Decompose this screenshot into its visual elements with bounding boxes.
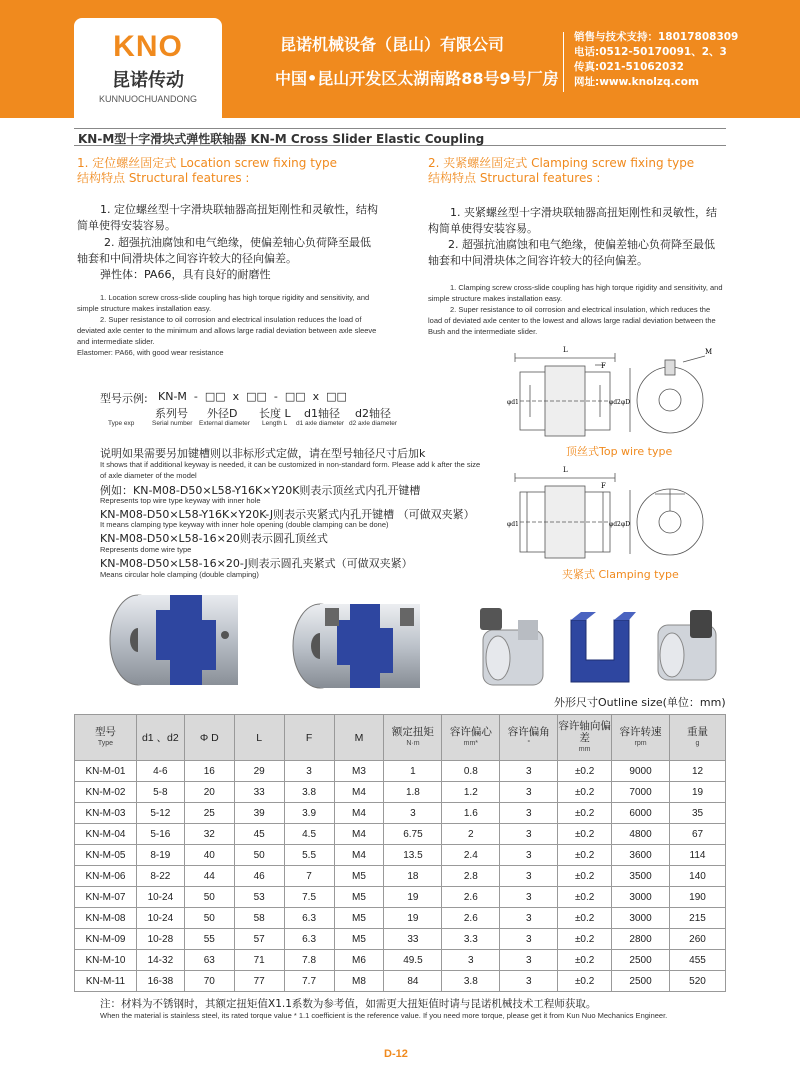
example-1-cn: 例如：KN-M08-D50×L58-Y16K×Y20K则表示顶丝式内孔开键槽 [100,484,421,497]
table-cell: KN-M-04 [75,824,137,845]
table-cell: KN-M-07 [75,887,137,908]
table-cell: 3 [500,866,558,887]
table-cell: KN-M-02 [75,782,137,803]
table-cell: 33 [384,929,442,950]
table-cell: 5-12 [136,803,184,824]
table-cell: 58 [234,908,284,929]
table-cell: 1.2 [442,782,500,803]
table-cell: 6000 [612,803,670,824]
table-cell: 7.8 [284,950,334,971]
table-cell: 8-19 [136,845,184,866]
table-header-row [75,715,726,761]
dim-D: φD [621,399,631,406]
table-cell: 3 [500,971,558,992]
table-row [75,824,726,845]
table-cell: 7.5 [284,887,334,908]
right-en-1: 1. Clamping screw cross-slide coupling has high torque rigidity and sensitivity, and [450,283,723,292]
table-cell: M4 [334,782,384,803]
spec-table [74,714,726,992]
table-cell: 35 [670,803,726,824]
col-header: 容许偏心 mm* [442,715,500,761]
left-feature-3: 弹性体：PA66，具有良好的耐磨性 [100,268,271,281]
model-en-serial: Serial number [152,420,193,427]
table-cell: 260 [670,929,726,950]
table-cell: M5 [334,908,384,929]
model-example-code: KN-M - □□ x □□ - □□ x □□ [158,390,347,403]
table-cell: 3 [500,908,558,929]
table-cell: 70 [184,971,234,992]
table-cell: 3.8 [442,971,500,992]
table-cell: 45 [234,824,284,845]
table-cell: 5.5 [284,845,334,866]
left-en-2: 2. Super resistance to oil corrosion and electrical insulation reduces the load of [100,315,362,324]
example-1-en: Represents top wire type keyway with inner hole [100,496,261,505]
table-cell: 3000 [612,908,670,929]
table-cell: 1 [384,761,442,782]
top-wire-type-drawing [505,340,725,440]
left-heading-features: 结构特点 Structural features : [77,171,250,185]
slider-photo [566,600,636,690]
example-3-cn: KN-M08-D50×L58-16×20则表示圆孔顶丝式 [100,532,328,545]
company-name: 昆诺机械设备（昆山）有限公司 [280,35,505,54]
left-en-2c: and intermediate slider. [77,337,155,346]
product-title: KN-M型十字滑块式弹性联轴器 KN-M Cross Slider Elastic Coupling [78,132,485,146]
table-cell: 18 [384,866,442,887]
table-cell: M6 [334,950,384,971]
table-cell: M5 [334,866,384,887]
table-cell: ±0.2 [558,929,612,950]
table-cell: ±0.2 [558,971,612,992]
hub-photo-clamp [468,600,558,690]
table-cell: 19 [670,782,726,803]
table-row [75,845,726,866]
table-cell: 13.5 [384,845,442,866]
table-cell: 44 [184,866,234,887]
table-cell: 77 [234,971,284,992]
right-heading-features: 结构特点 Structural features : [428,171,601,185]
table-cell: 2.4 [442,845,500,866]
table-cell: 3.9 [284,803,334,824]
table-cell: 7000 [612,782,670,803]
model-part-d2: d2轴径 [355,407,391,420]
logo-mark: KNO [113,30,183,63]
table-cell: 6.3 [284,908,334,929]
model-en-d2: d2 axle diameter [349,420,398,427]
table-cell: 140 [670,866,726,887]
table-cell: 8-22 [136,866,184,887]
svg-text:φd1: φd1 [507,521,519,528]
table-cell: 16-38 [136,971,184,992]
keyway-note-en-2: of axle diameter of the model [100,471,197,480]
dim-F: F [601,362,606,370]
table-cell: 3 [500,824,558,845]
example-2-en: It means clamping type keyway with inner hole opening (double clamping can be done) [100,520,389,529]
header-divider [563,32,564,92]
table-row [75,971,726,992]
example-4-en: Means circular hole clamping (double clamping) [100,570,259,579]
table-cell: M4 [334,803,384,824]
table-cell: 12 [670,761,726,782]
table-row [75,929,726,950]
table-cell: 3 [284,761,334,782]
table-cell: 46 [234,866,284,887]
right-feature-2: 2. 超强抗油腐蚀和电气绝缘，使偏差轴心负荷降至最低 [448,238,715,251]
contact-sales: 销售与技术支持：18017808309 [574,31,739,43]
model-part-d1: d1轴径 [304,407,340,420]
left-heading-type: 1. 定位螺丝固定式 Location screw fixing type [77,156,338,170]
col-header: M [334,715,384,761]
table-cell: ±0.2 [558,761,612,782]
table-cell: 7.7 [284,971,334,992]
table-cell: 10-24 [136,908,184,929]
col-header: 容许转速 rpm [612,715,670,761]
table-cell: 3000 [612,887,670,908]
company-logo [74,18,222,118]
table-cell: ±0.2 [558,887,612,908]
model-part-diameter: 外径D [207,407,238,420]
table-cell: KN-M-10 [75,950,137,971]
col-header: Φ D [184,715,234,761]
table-cell: 57 [234,929,284,950]
table-cell: ±0.2 [558,908,612,929]
right-feature-1b: 构简单使得安装容易。 [428,222,538,235]
keyway-note-cn: 说明如果需要另加键槽则以非标形式定做，请在型号轴径尺寸后加k [100,447,426,460]
table-cell: 1.6 [442,803,500,824]
table-cell: 3600 [612,845,670,866]
table-cell: 16 [184,761,234,782]
contact-info [574,30,738,90]
table-cell: KN-M-09 [75,929,137,950]
table-cell: 4-6 [136,761,184,782]
table-cell: 455 [670,950,726,971]
hub-photo-set-screw [650,600,730,690]
table-cell: 50 [184,887,234,908]
table-cell: 1.8 [384,782,442,803]
table-cell: ±0.2 [558,845,612,866]
keyway-note-en-1: It shows that if additional keyway is needed, it can be customized in non-standard form. Please add k after the size [100,460,481,469]
table-cell: KN-M-01 [75,761,137,782]
left-feature-2b: 轴套和中间滑块体之间容许较大的径向偏差。 [77,252,297,265]
col-header: 型号 Type [75,715,137,761]
table-cell: 10-24 [136,887,184,908]
example-2-cn: KN-M08-D50×L58-Y16K×Y20K-J则表示夹紧式内孔开键槽 （可做双夹紧） [100,508,475,521]
model-en-length: Length L [262,420,288,427]
table-cell: 3 [442,950,500,971]
top-wire-type-caption: 顶丝式Top wire type [566,445,673,458]
col-header: 容许轴向偏差 mm [558,715,612,761]
table-cell: 19 [384,887,442,908]
table-cell: 2500 [612,950,670,971]
col-header: 额定扭矩 N·m [384,715,442,761]
table-cell: 25 [184,803,234,824]
table-row [75,782,726,803]
table-row [75,803,726,824]
table-cell: 3 [500,761,558,782]
table-cell: 71 [234,950,284,971]
table-cell: KN-M-03 [75,803,137,824]
contact-fax: 传真:021-51062032 [574,61,684,73]
table-cell: 53 [234,887,284,908]
table-body [75,761,726,992]
right-heading-type: 2. 夹紧螺丝固定式 Clamping screw fixing type [428,156,695,170]
left-en-2b: deviated axle center to the minimum and allows large radial deviation between axle sleeve [77,326,377,335]
left-en-1: 1. Location screw cross-slide coupling has high torque rigidity and sensitivity, and [100,293,370,302]
right-en-2c: Bush and the intermediate slider. [428,327,538,336]
table-cell: 50 [184,908,234,929]
table-row [75,887,726,908]
col-header: d1 、d2 [136,715,184,761]
table-cell: 84 [384,971,442,992]
table-cell: KN-M-06 [75,866,137,887]
logo-english-name: KUNNUOCHUANDONG [98,94,197,104]
coupling-photo-clamp [285,600,435,692]
contact-phone: 电话:0512-50170091、2、3 [574,46,727,58]
table-cell: KN-M-11 [75,971,137,992]
model-en-typeexp: Type exp [108,420,135,427]
table-cell: 190 [670,887,726,908]
table-cell: M4 [334,824,384,845]
table-row [75,950,726,971]
table-cell: 63 [184,950,234,971]
table-cell: 3.8 [284,782,334,803]
table-cell: 3 [500,803,558,824]
table-cell: 33 [234,782,284,803]
table-cell: 7 [284,866,334,887]
table-cell: ±0.2 [558,824,612,845]
footer-note-cn: 注：材料为不锈钢时，其额定扭矩值X1.1系数为参考值，如需更大扭矩值时请与昆诺机械技术工程师获取。 [100,998,597,1010]
table-cell: 19 [384,908,442,929]
table-cell: 2500 [612,971,670,992]
table-cell: 4.5 [284,824,334,845]
svg-text:φd2: φd2 [609,521,621,528]
col-header: F [284,715,334,761]
right-en-1b: simple structure makes installation easy. [428,294,563,303]
table-row [75,761,726,782]
table-cell: 49.5 [384,950,442,971]
table-cell: M8 [334,971,384,992]
right-en-2b: load of deviated axle center to the lowest and allows large radial deviation between the [428,316,716,325]
table-cell: 40 [184,845,234,866]
table-cell: 114 [670,845,726,866]
table-cell: 39 [234,803,284,824]
table-cell: 9000 [612,761,670,782]
model-part-serial: 系列号 [155,407,188,420]
table-cell: M4 [334,845,384,866]
model-en-d1: d1 axle diameter [296,420,345,427]
left-feature-2: 2. 超强抗油腐蚀和电气绝缘，使偏差轴心负荷降至最低 [104,236,371,249]
table-cell: 55 [184,929,234,950]
svg-text:L: L [563,466,568,474]
table-cell: ±0.2 [558,950,612,971]
page-header [0,0,800,118]
example-3-en: Represents dome wire type [100,545,192,554]
table-cell: ±0.2 [558,782,612,803]
table-cell: ±0.2 [558,803,612,824]
table-cell: 3 [500,929,558,950]
clamping-type-drawing [505,462,725,562]
page-number: D-12 [384,1048,408,1060]
left-en-3: Elastomer: PA66, with good wear resistance [77,348,224,357]
dim-M: M [705,348,713,356]
table-cell: 3 [384,803,442,824]
model-example-label: 型号示例: [100,392,148,405]
table-cell: ±0.2 [558,866,612,887]
table-cell: M5 [334,929,384,950]
table-cell: 3 [500,887,558,908]
clamping-type-caption: 夹紧式 Clamping type [562,568,679,581]
right-feature-1: 1. 夹紧螺丝型十字滑块联轴器高扭矩刚性和灵敏性，结 [450,206,717,219]
dim-d2: φd2 [609,399,621,406]
table-cell: 5-16 [136,824,184,845]
table-cell: 6.3 [284,929,334,950]
table-cell: 6.75 [384,824,442,845]
left-feature-1b: 简单使得安装容易。 [77,219,176,232]
table-cell: 14-32 [136,950,184,971]
table-cell: 3500 [612,866,670,887]
example-4-cn: KN-M08-D50×L58-16×20-J则表示圆孔夹紧式（可做双夹紧） [100,557,413,570]
table-cell: 67 [670,824,726,845]
table-cell: 10-28 [136,929,184,950]
outline-size-note: 外形尺寸Outline size(单位：mm) [554,696,726,709]
dim-L: L [563,346,568,354]
table-cell: M3 [334,761,384,782]
table-cell: KN-M-05 [75,845,137,866]
table-cell: 2 [442,824,500,845]
table-cell: KN-M-08 [75,908,137,929]
col-header: 容许偏角 ° [500,715,558,761]
left-feature-1: 1. 定位螺丝型十字滑块联轴器高扭矩刚性和灵敏性，结构 [100,203,378,216]
company-address: 中国•昆山开发区太湖南路88号9号厂房 [275,69,559,88]
coupling-photo-set-screw [100,590,260,690]
table-cell: 5-8 [136,782,184,803]
right-feature-2b: 轴套和中间滑块体之间容许较大的径向偏差。 [428,254,648,267]
table-cell: 0.8 [442,761,500,782]
table-cell: 2.6 [442,908,500,929]
table-cell: 520 [670,971,726,992]
table-cell: 20 [184,782,234,803]
left-en-1b: simple structure makes installation easy. [77,304,212,313]
model-part-length: 长度 L [259,407,291,420]
product-title-bar [74,128,726,146]
right-en-2: 2. Super resistance to oil corrosion and electrical insulation, which reduces the [450,305,711,314]
table-cell: 215 [670,908,726,929]
table-cell: 4800 [612,824,670,845]
col-header: L [234,715,284,761]
table-row [75,908,726,929]
svg-text:F: F [601,482,606,490]
table-cell: 3 [500,845,558,866]
col-header: 重量 g [670,715,726,761]
table-cell: 3.3 [442,929,500,950]
dim-d1: φd1 [507,399,519,406]
svg-text:φD: φD [621,521,631,528]
table-row [75,866,726,887]
table-cell: 32 [184,824,234,845]
table-cell: 2800 [612,929,670,950]
footer-note-en: When the material is stainless steel, its rated torque value * 1.1 coefficient is the reference value. If you need more torque, please get it from Kun Nuo Mechanics Engineer. [100,1011,668,1020]
logo-chinese-name: 昆诺传动 [112,70,184,91]
table-cell: 3 [500,782,558,803]
table-cell: 3 [500,950,558,971]
table-cell: 29 [234,761,284,782]
model-en-diameter: External diameter [199,420,250,427]
table-cell: 2.8 [442,866,500,887]
table-cell: 2.6 [442,887,500,908]
contact-website: 网址:www.knolzq.com [574,76,699,88]
table-cell: 50 [234,845,284,866]
table-cell: M5 [334,887,384,908]
